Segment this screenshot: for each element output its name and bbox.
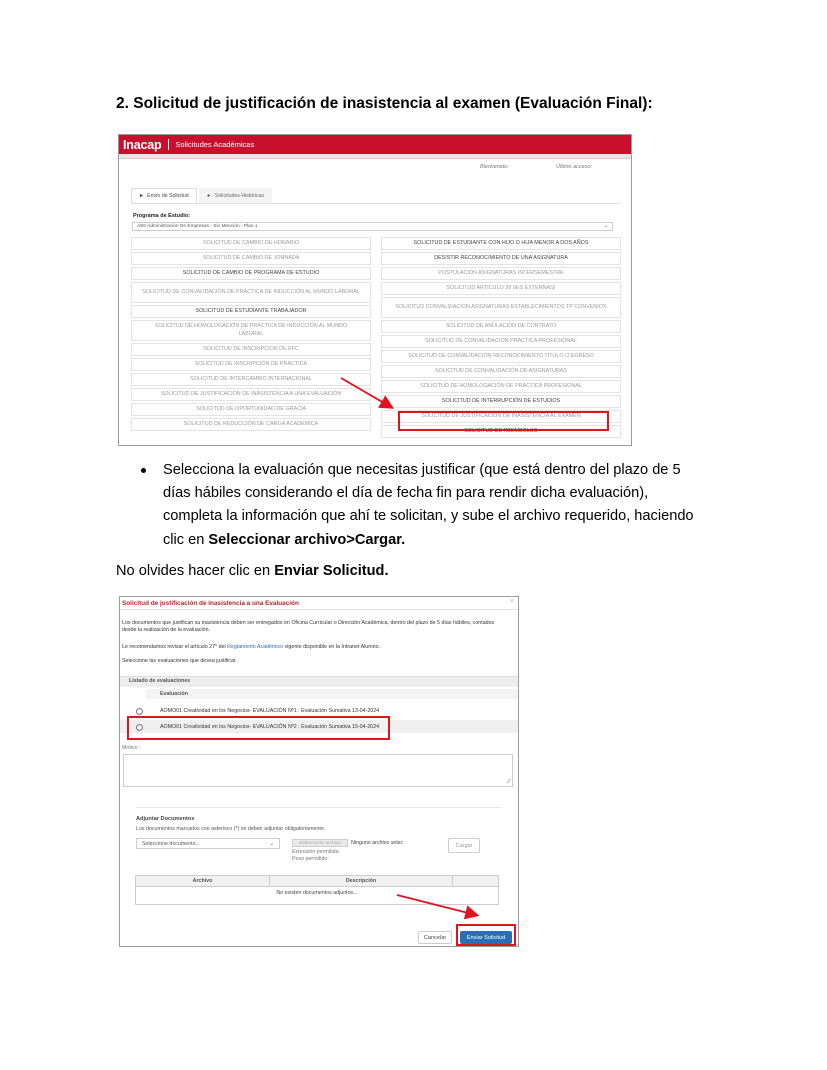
request-item[interactable]: POSTULACIÓN ASIGNATURAS INTERSEMESTRE [381,267,621,280]
document-select[interactable]: Seleccione documento... ⌄ [136,838,280,849]
file-status: Ninguno archivo selec [351,840,404,846]
request-item[interactable]: SOLICITUD DE INTERRUPCIÓN DE ESTUDIOS [381,395,621,408]
reminder-note: No olvides hacer clic en Enviar Solicitud. [116,563,389,579]
extension-label: Extensión permitida: [292,849,340,855]
chevron-down-icon: ⌄ [603,224,608,229]
request-item[interactable]: SOLICITUD DE HOMOLOGACIÓN DE PRÁCTICA DE INDUCCIÓN AL MUNDO LABORAL [131,320,371,341]
cargar-button[interactable]: Cargar [448,838,480,853]
instruction-bullet: Selecciona la evaluación que necesitas justificar (que está dentro del plazo de 5 días hábiles considerando el día de fecha fin para rendir dicha evaluación), completa la información que ahí te solicitan, y sube el archivo requerido, haciendo clic en Seleccionar archivo>Cargar. [163,462,694,548]
arrow-annotation [119,135,631,445]
request-item[interactable]: SOLICITUD DE CONVALIDACIÓN DE PRÁCTICA DE INDUCCIÓN AL MUNDO LABORAL [131,282,371,303]
resize-handle-icon[interactable]: ⁄⁄ [507,779,510,785]
welcome-label: Bienvenido: [480,164,509,170]
tag-icon: ► [206,193,212,199]
screenshot-solicitudes-academicas [118,134,632,446]
column-descripcion: Descripción [270,876,453,887]
info-paragraph: Los documentos que justifican su inasistencia deben ser entregados en Oficina Curricular o Dirección Académica, dentro del plazo de 5 días hábiles, contados desde la realización de la evaluación. [122,620,495,633]
cancel-button[interactable]: Cancelar [418,931,452,944]
program-label: Programa de Estudio: [133,213,191,219]
weight-label: Peso permitido: [292,856,329,862]
request-item[interactable]: SOLICITUD DE CONVALIDACIÓN RECONOCIMIENTO TÍTULO O EGRESO [381,350,621,363]
request-item[interactable]: SOLICITUD ARTICULO 39 (IES EXTERNAS) [381,282,621,295]
last-access-label: Último acceso: [556,164,593,170]
regulation-paragraph: Le recomendamos revisar el artículo 27° del Reglamento Académico vigente disponible en la Intranet Alumno. [122,644,381,650]
request-item[interactable]: SOLICITUD DE CAMBIO DE HORARIO [131,237,371,250]
request-item[interactable]: SOLICITUD DE INTERCAMBIO INTERNACIONAL [131,373,371,386]
adjuntar-note: Los documentos marcados con asterisco (*) se deben adjuntar obligatoriamente. [136,826,326,832]
request-item[interactable]: SOLICITUD DE CONVALIDACIÓN PRÁCTICA PROFESIONAL [381,335,621,348]
bullet-dot [141,468,146,473]
evaluation-row-1: AOMO01 Creatividad en los Negocios- EVALUACIÓN Nº1 : Evaluación Sumativa 13-04-2024 [160,708,380,714]
request-item-justificacion-examen[interactable]: SOLICITUD DE JUSTIFICACIÓN DE INASISTENCIA AL EXAMEN [381,410,621,423]
send-request-button[interactable]: Enviar Solicitud [460,931,512,944]
column-archivo: Archivo [136,876,270,887]
request-item[interactable]: SOLICITUD DE CAMBIO DE JORNADA [131,252,371,265]
request-item[interactable]: SOLICITUD DE REEMBOLSO [381,425,621,438]
evaluation-row-2: AOMO01 Creatividad en los Negocios- EVALUACIÓN Nº2 : Evaluación Sumativa 15-04-2024 [160,724,380,730]
close-icon[interactable]: × [509,598,514,605]
request-item[interactable]: SOLICITUD DE HOMOLOGACIÓN DE PRÁCTICA PROFESIONAL [381,380,621,393]
request-item[interactable]: SOLICITUD DE REDUCCIÓN DE CARGA ACADÉMICA [131,418,371,431]
request-item[interactable]: SOLICITUD DE ANULACIÓN DE CONTRATO [381,320,621,333]
request-item[interactable]: SOLICITUD DE CONVALIDACIÓN DE ASIGNATURAS [381,365,621,378]
no-documents-message: No existen documentos adjuntos... [276,890,358,896]
request-item[interactable]: SOLICITUD DE CAMBIO DE PROGRAMA DE ESTUDIO [131,267,371,280]
adjuntar-title: Adjuntar Documentos [136,816,195,822]
request-item[interactable]: SOLICITUD CONVALIDACIÓN ASIGNATURAS ESTABLECIMIENTOS TP CONVENIOS [381,297,621,318]
tab-solicitudes-historicas[interactable]: ► Solicitudes Históricas [199,188,272,203]
request-item[interactable]: SOLICITUD DE ESTUDIANTE TRABAJADOR [131,305,371,318]
program-select[interactable]: AE0 Administración De Empresas - Sin Mención - Plan 1 ⌄ [132,222,613,231]
arrow-annotation [120,597,518,946]
motivo-label: Motivo : [122,745,141,751]
tag-icon: ► [139,193,145,199]
select-file-button[interactable]: Seleccionar archivo [292,839,348,847]
evaluations-list-title: Listado de evaluaciones [129,678,191,684]
request-item[interactable]: SOLICITUD DE ESTUDIANTE CON HIJO O HIJA MENOR A DOS AÑOS [381,237,621,250]
select-instruction: Seleccione las evaluaciones que desea justificar. [122,658,237,664]
tab-envio-solicitud[interactable]: ► Envío de Solicitud [131,188,197,203]
modal-title: Solicitud de justificación de inasistencia a una Evaluación [122,600,299,607]
request-item[interactable]: SOLICITUD DE INSCRIPCIÓN DE PRÁCTICA [131,358,371,371]
column-evaluacion: Evaluación [160,691,188,697]
request-item[interactable]: DESISTIR RECONOCIMIENTO DE UNA ASIGNATURA [381,252,621,265]
chevron-down-icon: ⌄ [269,840,274,847]
request-item[interactable]: SOLICITUD DE INSCRIPCIÓN DE EFC [131,343,371,356]
inacap-logo: Inacap [123,137,162,152]
request-item[interactable]: SOLICITUD DE JUSTIFICACIÓN DE INASISTENCIA A UNA EVALUACIÓN [131,388,371,401]
request-item[interactable]: SOLICITUD DE OPORTUNIDAD DE GRACIA [131,403,371,416]
reglamento-link[interactable]: Reglamento Académico [227,644,284,650]
section-heading: 2. Solicitud de justificación de inasistencia al examen (Evaluación Final): [116,95,653,112]
app-title: Solicitudes Académicas [175,140,255,149]
screenshot-justificacion-modal [119,596,519,947]
